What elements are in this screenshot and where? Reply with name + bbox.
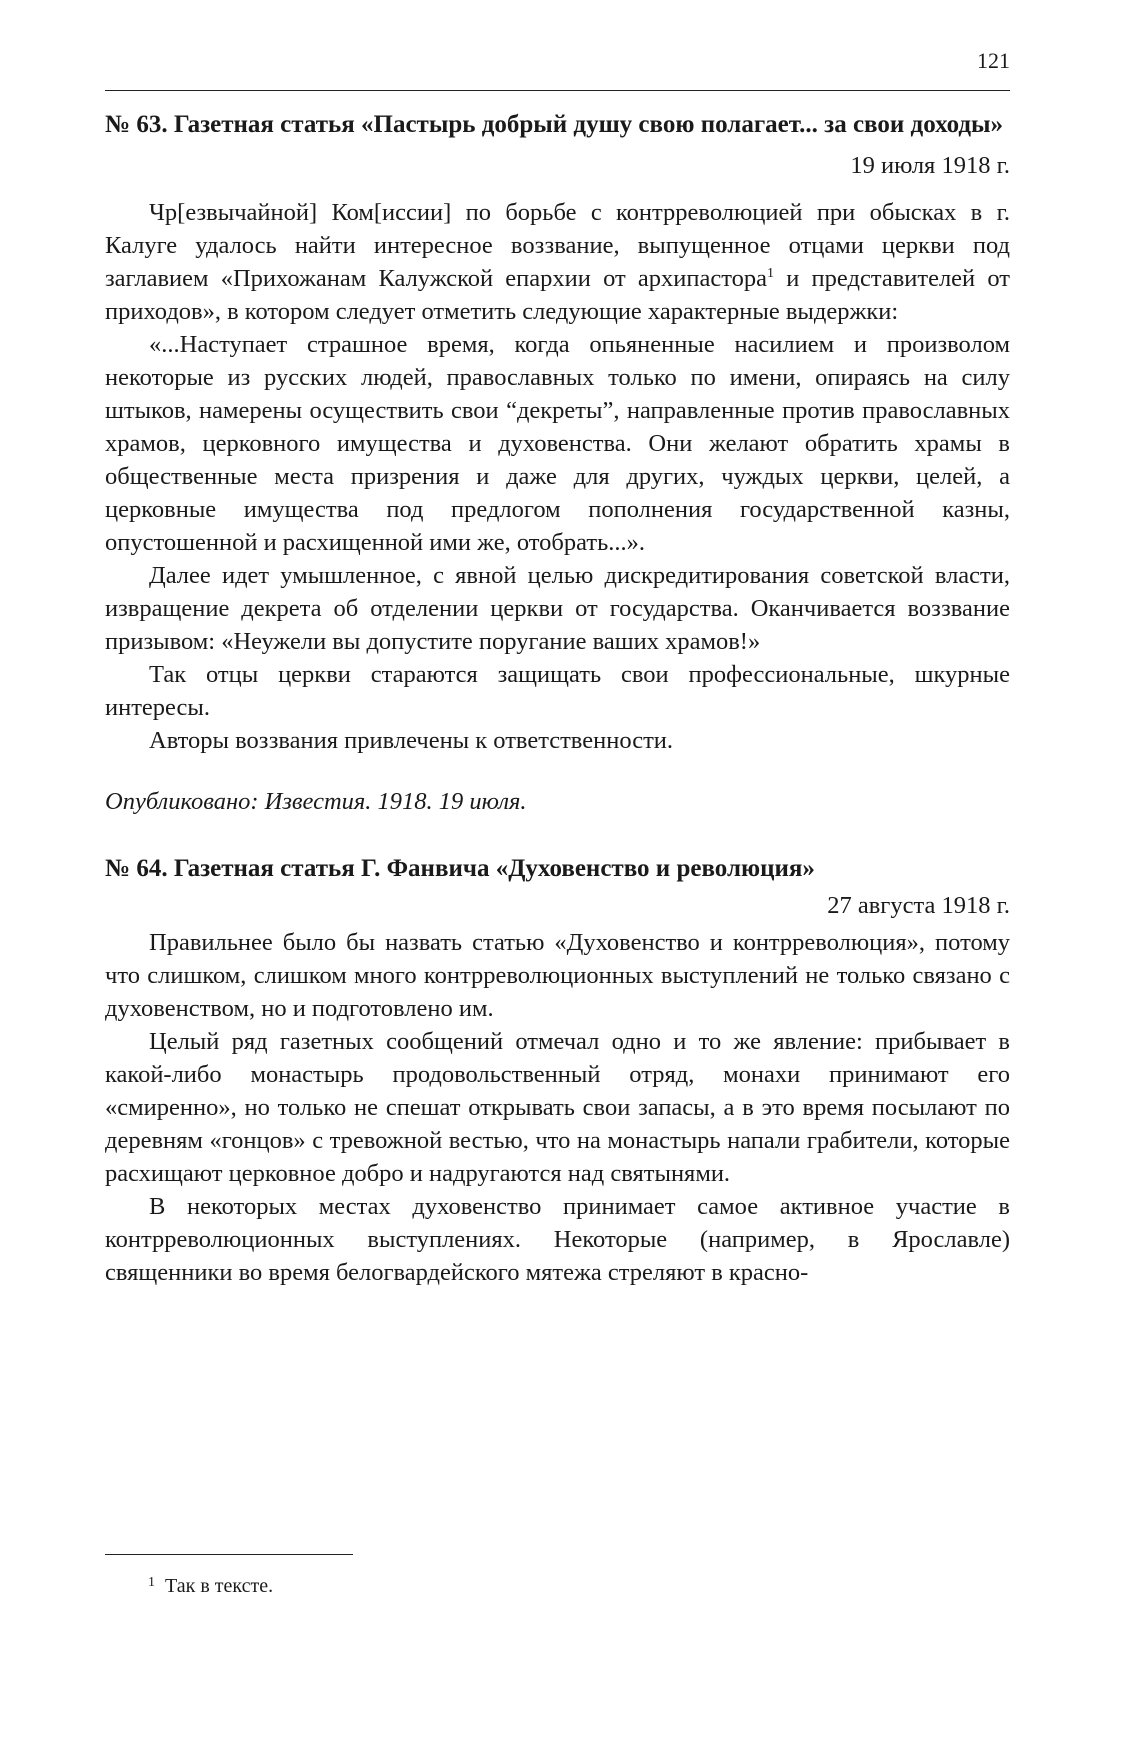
document-64 xyxy=(105,852,1010,1289)
paragraph: «...Наступает страшное время, когда опьяненные насилием и произволом некоторые из русских людей, православных только по имени, опираясь на силу штыков, намерены осуществить свои “декреты”, направленные против православных храмов, церковного имущества и духовенства. Они желают обратить храмы в общественные места призрения и даже для других, чуждых церкви, целей, а церковные имущества под предлогом пополнения государственной казны, опустошенной и расхищенной ими же, отобрать...». xyxy=(105,331,1010,556)
paragraph: В некоторых местах духовенство принимает самое активное участие в контрреволюционных выступлениях. Некоторые (например, в Ярославле) священники во время белогвардейского мятежа стреляют в красно- xyxy=(105,1193,1010,1286)
running-header xyxy=(105,40,1010,91)
footnote-divider xyxy=(105,1554,353,1555)
document-63-date: 19 июля 1918 г. xyxy=(850,152,1010,179)
paragraph-text: и представителей от приходов», в котором следует отметить следующие характерные выдержки: xyxy=(105,265,1010,325)
paragraph: Авторы воззвания привлечены к ответственности. xyxy=(149,727,674,754)
page-number: 121 xyxy=(977,48,1010,73)
document-64-heading: № 64. Газетная статья Г. Фанвича «Духовенство и революция» xyxy=(105,855,815,882)
footnote-number: 1 xyxy=(148,1575,155,1590)
footnote-text: Так в тексте. xyxy=(165,1575,274,1597)
paragraph: Так отцы церкви стараются защищать свои профессиональные, шкурные интересы. xyxy=(105,661,1010,721)
paragraph xyxy=(105,196,1010,328)
document-63 xyxy=(105,108,1010,818)
main-text xyxy=(105,108,1010,1289)
document-64-date: 27 августа 1918 г. xyxy=(827,892,1010,919)
paragraph: Далее идет умышленное, с явной целью дискредитирования советской власти, извращение декрета об отделении церкви от государства. Оканчивается воззвание призывом: «Неужели вы допустите поругание ваших храмов!» xyxy=(105,562,1010,655)
paragraph-text: Чр[езвычайной] Ком[иссии] по борьбе с контрреволюцией при обысках в г. Калуге удалось найти интересное воззвание, выпущенное отцами церкви под заглавием «Прихожанам Калужской епархии от архипастора xyxy=(105,199,1010,292)
document-63-heading: № 63. Газетная статья «Пастырь добрый душу свою полагает... за свои доходы» xyxy=(105,111,1004,138)
publication-note: Опубликовано: Известия. 1918. 19 июля. xyxy=(105,788,527,815)
footnote xyxy=(148,1575,273,1598)
paragraph: Целый ряд газетных сообщений отмечал одно и то же явление: прибывает в какой-либо монастырь продовольственный отряд, монахи принимают его «смиренно», но только не спешат открывать свои запасы, а в это время посылают по деревням «гонцов» с тревожной вестью, что на монастырь напали грабители, которые расхищают церковное добро и надругаются над святынями. xyxy=(105,1028,1010,1187)
footnote-ref: 1 xyxy=(767,266,775,281)
paragraph: Правильнее было бы назвать статью «Духовенство и контрреволюция», потому что слишком, слишком много контрреволюционных выступлений не только связано с духовенством, но и подготовлено им. xyxy=(105,929,1010,1022)
